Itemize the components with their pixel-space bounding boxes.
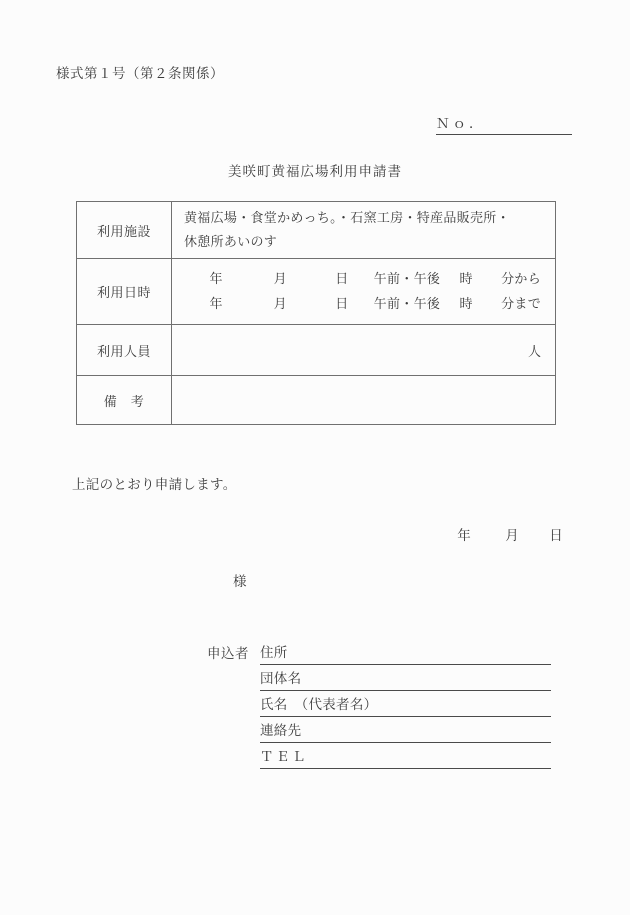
- datetime-end-line[interactable]: [184, 292, 543, 317]
- row-value-remarks[interactable]: [172, 376, 556, 425]
- start-year-unit: 年: [209, 270, 223, 286]
- submission-date-line[interactable]: [440, 524, 576, 544]
- people-count-unit: 人: [527, 343, 541, 359]
- applicant-fields: [260, 640, 551, 769]
- datetime-start-line[interactable]: [184, 267, 543, 292]
- applicant-field-organization-label: 団体名: [260, 671, 302, 686]
- applicant-field-contact-label: 連絡先: [260, 723, 302, 738]
- applicant-field-tel-label: ＴＥＬ: [260, 749, 308, 764]
- end-minute-unit: 分まで: [501, 295, 541, 311]
- table-row-remarks: [77, 376, 556, 425]
- end-month-unit: 月: [273, 295, 287, 311]
- table-row-datetime: [77, 259, 556, 325]
- start-month-unit: 月: [273, 270, 287, 286]
- declaration-text: 上記のとおり申請します。: [72, 477, 237, 492]
- row-value-people[interactable]: [172, 325, 556, 376]
- addressee-honorific: 様: [233, 574, 247, 589]
- applicant-field-contact[interactable]: [260, 718, 551, 743]
- date-year-unit: 年: [457, 528, 471, 543]
- applicant-field-name[interactable]: [260, 692, 551, 717]
- date-day-unit: 日: [549, 528, 563, 543]
- applicant-field-name-label: 氏名 （代表者名）: [260, 697, 378, 712]
- end-ampm-choice[interactable]: 午前・午後: [373, 295, 441, 311]
- table-row-people: [77, 325, 556, 376]
- end-hour-unit: 時: [459, 295, 473, 311]
- applicant-field-address[interactable]: [260, 640, 551, 665]
- end-year-unit: 年: [209, 295, 223, 311]
- start-ampm-choice[interactable]: 午前・午後: [373, 270, 441, 286]
- row-label-remarks: 備 考: [77, 376, 172, 425]
- row-label-facility: 利用施設: [77, 202, 172, 259]
- applicant-field-organization[interactable]: [260, 666, 551, 691]
- table-row-facility: [77, 202, 556, 259]
- document-number-blank[interactable]: [486, 117, 573, 135]
- page-title: 美咲町黄福広場利用申請書: [228, 164, 402, 179]
- facility-text: [184, 206, 543, 254]
- date-month-unit: 月: [505, 528, 519, 543]
- applicant-field-tel[interactable]: [260, 744, 551, 769]
- applicant-heading: 申込者: [207, 646, 249, 661]
- application-table: [76, 201, 556, 425]
- form-code-label: 様式第１号（第２条関係）: [56, 66, 224, 81]
- facility-line-1: 黄福広場・食堂かめっち。・石窯工房・特産品販売所・: [184, 209, 510, 225]
- facility-line-2: 休憩所あいのす: [184, 234, 278, 249]
- applicant-field-address-label: 住所: [260, 645, 288, 660]
- row-value-facility[interactable]: [172, 202, 556, 259]
- document-number-field[interactable]: [436, 112, 572, 135]
- start-minute-unit: 分から: [501, 270, 541, 286]
- row-label-people: 利用人員: [77, 325, 172, 376]
- document-number-label: Ｎｏ．: [436, 112, 486, 135]
- end-day-unit: 日: [335, 295, 349, 311]
- row-value-datetime[interactable]: [172, 259, 556, 325]
- start-hour-unit: 時: [459, 270, 473, 286]
- applicant-block: [207, 640, 551, 770]
- row-label-datetime: 利用日時: [77, 259, 172, 325]
- start-day-unit: 日: [335, 270, 349, 286]
